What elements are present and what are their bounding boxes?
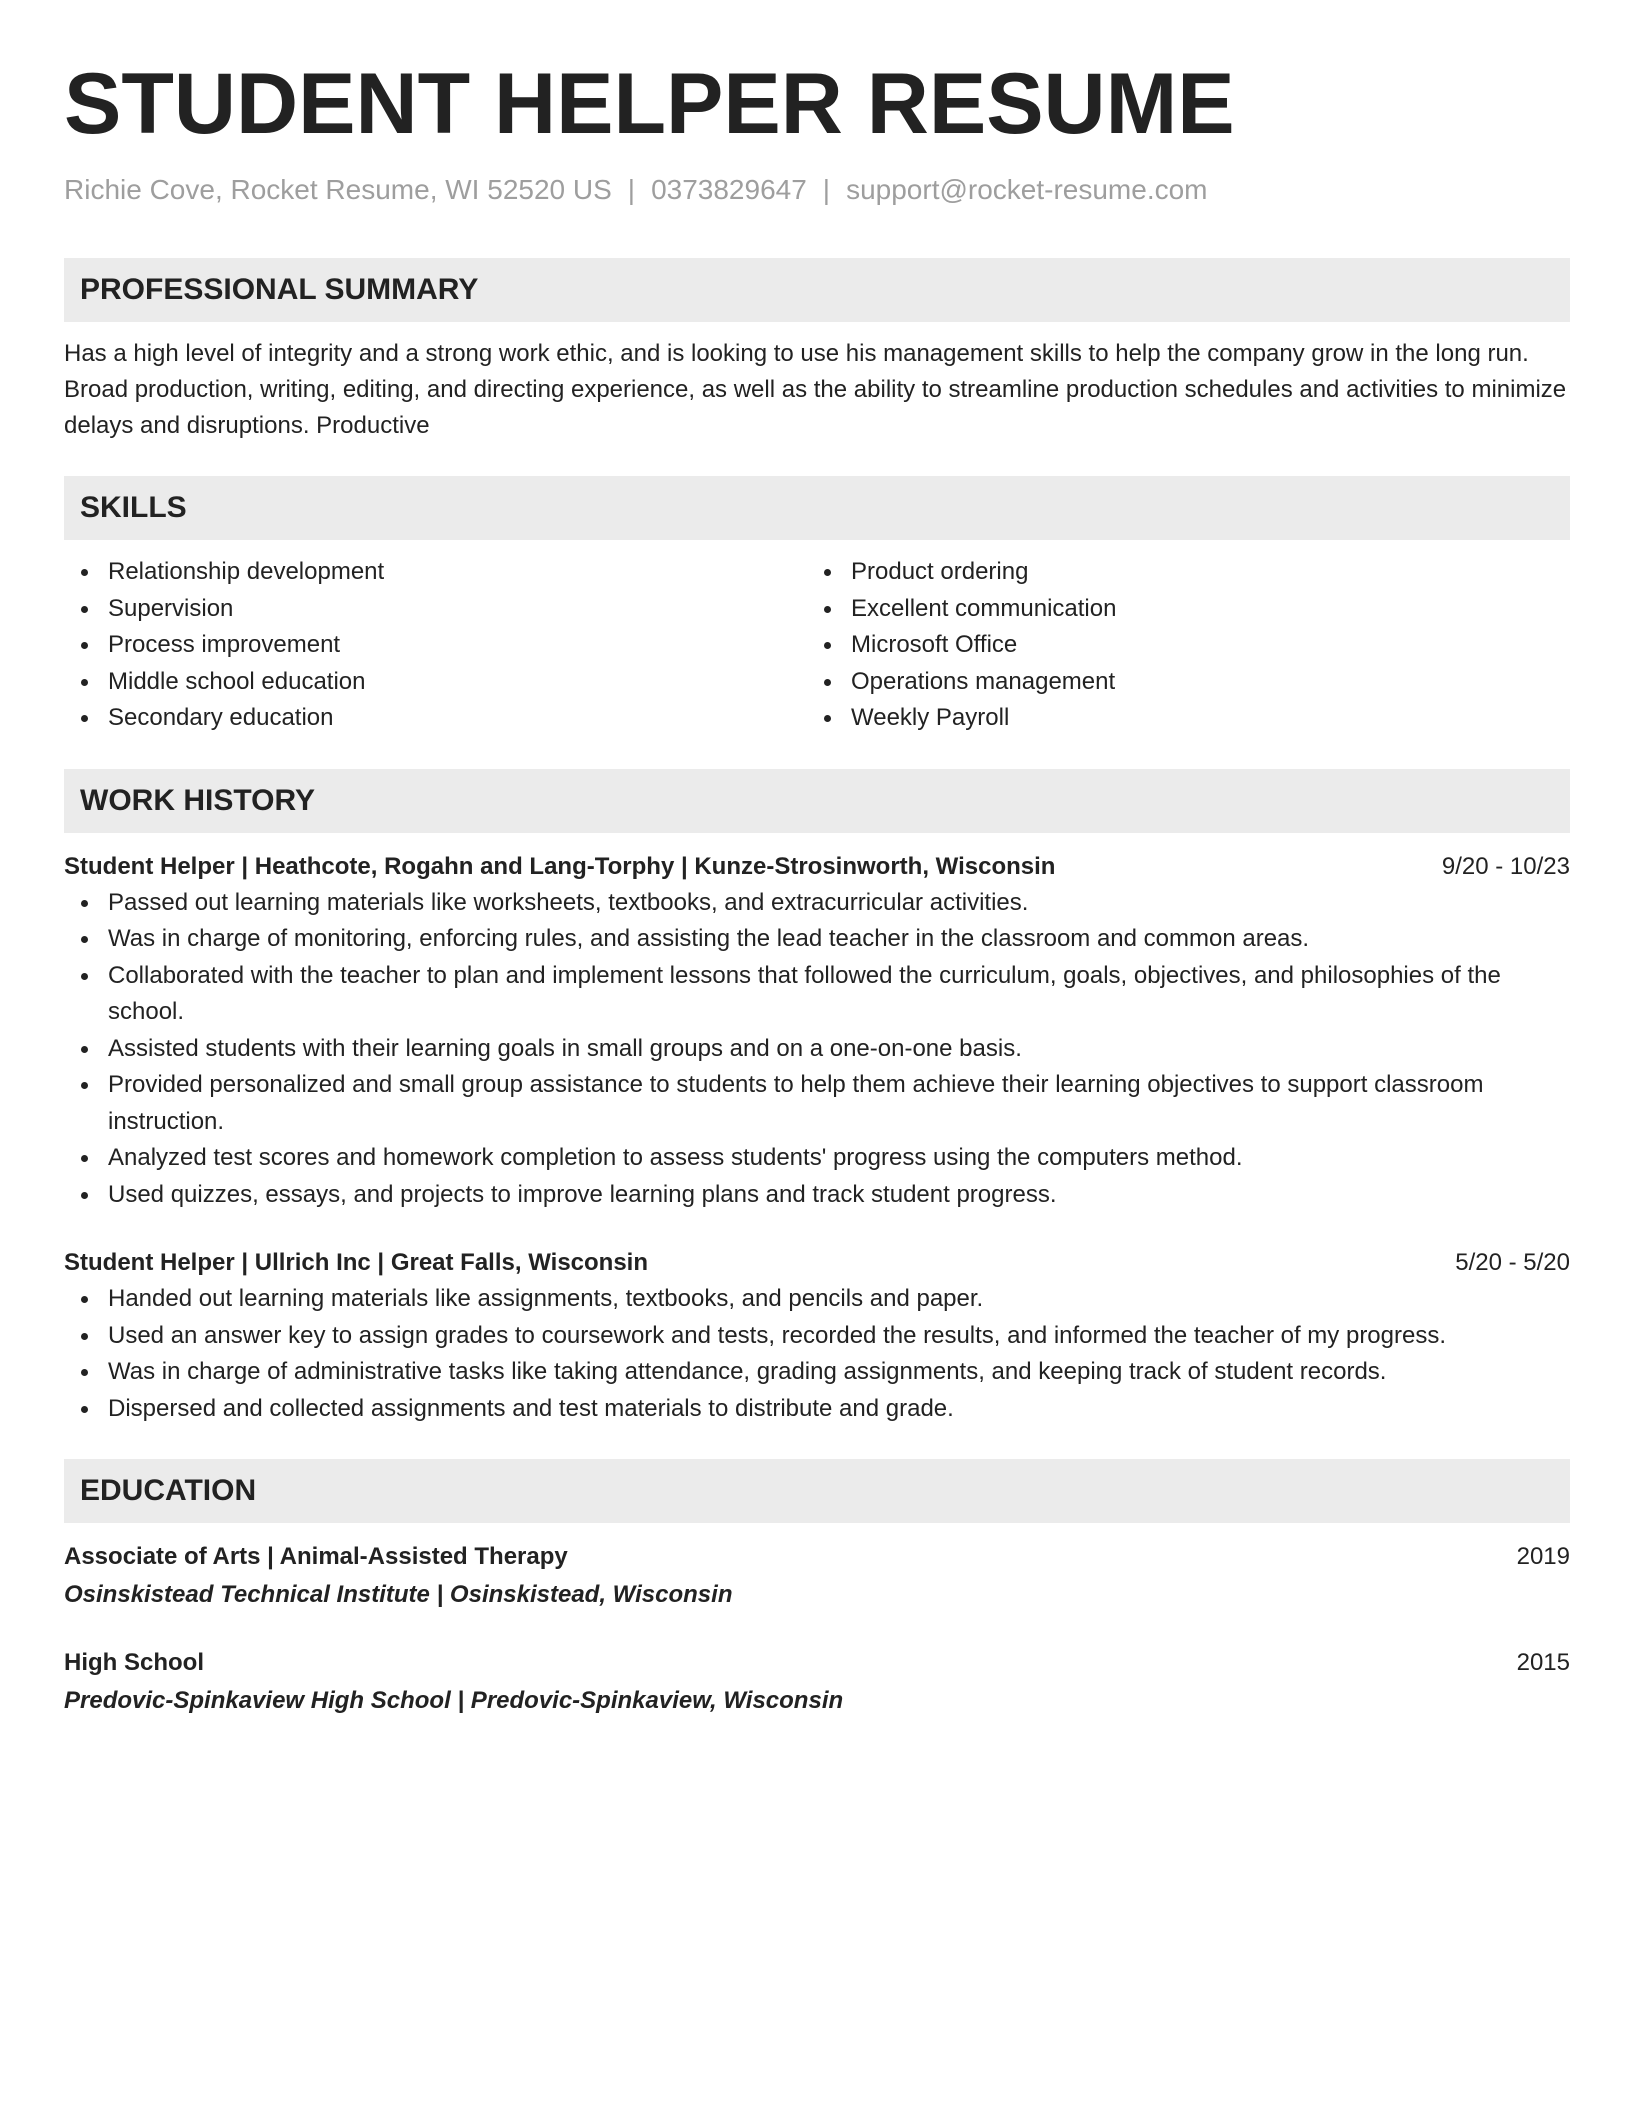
contact-email: support@rocket-resume.com	[846, 174, 1208, 205]
skill-item: Weekly Payroll	[807, 700, 1550, 737]
education-heading: EDUCATION	[64, 1459, 1570, 1523]
skills-columns	[64, 554, 1570, 737]
job-bullet: Was in charge of monitoring, enforcing rules, and assisting the lead teacher in the classroom and common areas.	[64, 921, 1570, 958]
skill-item: Excellent communication	[807, 591, 1550, 628]
resume-page	[64, 56, 1570, 1721]
job-entry	[64, 849, 1570, 1214]
job-header	[64, 849, 1570, 885]
work-history-heading: WORK HISTORY	[64, 769, 1570, 833]
job-bullet: Used quizzes, essays, and projects to improve learning plans and track student progress.	[64, 1177, 1570, 1214]
job-title: Student Helper | Heathcote, Rogahn and Lang-Torphy | Kunze-Strosinworth, Wisconsin	[64, 852, 1056, 880]
education-school: Osinskistead Technical Institute | Osinskistead, Wisconsin	[64, 1581, 733, 1608]
education-header	[64, 1539, 1570, 1575]
education-section	[64, 1459, 1570, 1721]
skill-item: Secondary education	[64, 700, 807, 737]
job-bullet: Dispersed and collected assignments and test materials to distribute and grade.	[64, 1391, 1570, 1428]
skill-item: Product ordering	[807, 554, 1550, 591]
education-year: 2015	[1516, 1649, 1570, 1676]
job-bullets	[64, 1281, 1570, 1427]
contact-separator: |	[822, 174, 831, 205]
education-year: 2019	[1516, 1543, 1570, 1570]
summary-text: Has a high level of integrity and a strong work ethic, and is looking to use his management skills to help the company grow in the long run. Broad production, writing, editing, and directing experience, as well as the ability to streamline production schedules and activities to minimize delays and disruptions. Productive	[64, 340, 1567, 439]
job-bullet: Used an answer key to assign grades to coursework and tests, recorded the results, and informed the teacher of my progress.	[64, 1318, 1570, 1355]
contact-separator: |	[627, 174, 636, 205]
skill-item: Middle school education	[64, 664, 807, 701]
contact-phone: 0373829647	[651, 174, 807, 205]
job-bullet: Handed out learning materials like assignments, textbooks, and pencils and paper.	[64, 1281, 1570, 1318]
education-degree: High School	[64, 1649, 204, 1676]
skills-right-column	[807, 554, 1550, 737]
job-bullets	[64, 885, 1570, 1214]
education-header	[64, 1645, 1570, 1681]
education-entry	[64, 1539, 1570, 1615]
skills-left-column	[64, 554, 807, 737]
skill-item: Process improvement	[64, 627, 807, 664]
job-dates: 5/20 - 5/20	[1455, 1249, 1570, 1276]
job-dates: 9/20 - 10/23	[1441, 852, 1570, 880]
skill-item: Microsoft Office	[807, 627, 1550, 664]
job-bullet: Passed out learning materials like worksheets, textbooks, and extracurricular activities.	[64, 885, 1570, 922]
skill-item: Operations management	[807, 664, 1550, 701]
summary-section	[64, 258, 1570, 444]
education-school: Predovic-Spinkaview High School | Predovic-Spinkaview, Wisconsin	[64, 1687, 844, 1714]
job-bullet: Collaborated with the teacher to plan and implement lessons that followed the curriculum, goals, objectives, and philosophies of the school.	[64, 958, 1570, 1031]
skills-section	[64, 476, 1570, 737]
contact-line	[64, 172, 1570, 208]
education-entry	[64, 1645, 1570, 1721]
job-bullet: Provided personalized and small group assistance to students to help them achieve their learning objectives to support classroom instruction.	[64, 1067, 1570, 1140]
skill-item: Supervision	[64, 591, 807, 628]
job-bullet: Assisted students with their learning goals in small groups and on a one-on-one basis.	[64, 1031, 1570, 1068]
education-degree: Associate of Arts | Animal-Assisted Therapy	[64, 1543, 568, 1570]
skills-heading: SKILLS	[64, 476, 1570, 540]
job-bullet: Analyzed test scores and homework completion to assess students' progress using the computers method.	[64, 1140, 1570, 1177]
job-header	[64, 1245, 1570, 1281]
job-bullet: Was in charge of administrative tasks like taking attendance, grading assignments, and keeping track of student records.	[64, 1354, 1570, 1391]
skill-item: Relationship development	[64, 554, 807, 591]
resume-title: STUDENT HELPER RESUME	[64, 56, 1235, 152]
contact-address: Richie Cove, Rocket Resume, WI 52520 US	[64, 174, 612, 205]
job-title: Student Helper | Ullrich Inc | Great Falls, Wisconsin	[64, 1249, 649, 1276]
job-entry	[64, 1245, 1570, 1427]
work-history-section	[64, 769, 1570, 1428]
summary-heading: PROFESSIONAL SUMMARY	[64, 258, 1570, 322]
